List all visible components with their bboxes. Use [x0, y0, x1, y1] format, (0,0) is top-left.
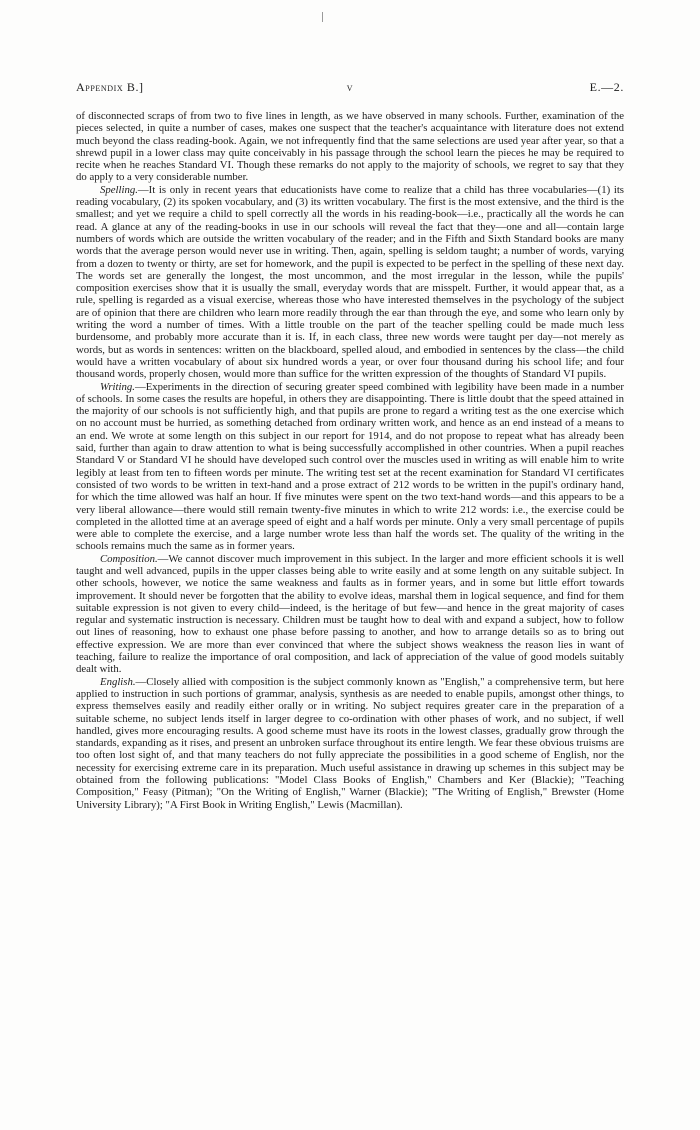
paragraph-text: —It is only in recent years that educationists have come to realize that a child has three vocabularies—(1) its reading vocabulary, (2) its spoken vocabulary, and (3) its written vocabulary. The first is the most extensive, and the third is the smallest; and yet we require a child to spell correctly all the words in his reading-book—i.e., practically all the words he can read. A glance at any of the reading-books in use in our schools will reveal the fact that they—one and all—contain large numbers of words which are outside the written vocabulary of the reader; and in the Fifth and Sixth Standard books are many words that the average person would never use in writing. Then, again, spelling is seldom taught; a number of words, varying from a dozen to twenty or thirty, are set for homework, and the pupil is expected to be perfect in the spelling of these next day. The words set are generally the longest, the most uncommon, and the most irregular in the lesson, while the pupils' composition exercises show that it is usually the small, everyday words that are misspelt. Further, it would appear that, as a rule, spelling is regarded as a visual exercise, whereas those who have interested themselves in the psychology of the subject are of opinion that there are children who learn more readily through the ear than through the eye, and some who learn only by writing the word a number of times. With a little trouble on the part of the teacher spelling could be made much less burdensome, and probably more accurate than it is. If, in each class, three new words were taught per day—not merely as words, but as words in sentences: written on the blackboard, spelled aloud, and embodied in sentences by the class—the child would have a written vocabulary of about six hundred words a year, or over four thousand during his school life; and four thousand words, properly chosen, would more than suffice for the written expression of the thoughts of Standard VI pupils.: [76, 183, 624, 381]
binding-mark: [322, 12, 323, 22]
paragraph-recitation: [76, 110, 624, 184]
header-appendix-label: Appendix B.]: [76, 80, 144, 94]
section-heading: English.: [100, 675, 136, 688]
header-document-code: E.—2.: [589, 80, 624, 94]
section-heading: Writing.: [100, 380, 135, 393]
section-heading: Spelling.: [100, 183, 138, 196]
paragraph-text: —We cannot discover much improvement in this subject. In the larger and more efficient schools it is well taught and well advanced, pupils in the upper classes being able to write easily and at some length on any suitable subject. In other schools, however, we notice the same weakness and faults as in former years, and in some but little effort towards improvement. It should never be forgotten that the ability to evolve ideas, marshal them in logical sequence, and find for them suitable expression is not given to every child—indeed, is the heritage of but few—and hence in the great majority of cases regular and systematic instruction is necessary. Children must be taught how to deal with and expand a subject, how to follow out lines of reasoning, how to exhaust one phase before passing to another, and how to arrange details so as to bring out effective expression. We are more than ever convinced that where the subject shows weakness the reason lies in want of teaching, failure to realize the importance of oral composition, and lack of appreciation of the value of good models suitably dealt with.: [76, 552, 624, 676]
paragraph-composition: [76, 553, 624, 676]
paragraph-spelling: [76, 184, 624, 381]
page-header: [76, 80, 624, 98]
paragraph-writing: [76, 381, 624, 553]
paragraph-text: of disconnected scraps of from two to five lines in length, as we have observed in many schools. Further, examination of the pieces selected, in quite a number of cases, makes one suspect that the teacher's acquaintance with literature does not extend much beyond the class reading-book. Again, we not infrequently find that the same selections are used year after year, so that a shrewd pupil in a lower class may quite conceivably in his passage through the school learn the pieces he may be required to recite when he reaches Standard VI. Though these remarks do not apply to the majority of schools, we regret to say that they do apply to a very considerable number.: [76, 110, 624, 184]
paragraph-text: —Closely allied with composition is the subject commonly known as "English," a comprehensive term, but here applied to instruction in such portions of grammar, analysis, synthesis as are needed to enable pupils, amongst other things, to express themselves easily and readily either orally or in writing. No subject requires greater care in the preparation of a suitable scheme, no subject lends itself in larger degree to co-ordination with other phases of work, and no subject, if well handled, gives more encouraging results. A good scheme must have its roots in the lowest classes, gradually grow through the standards, expanding as it rises, and present an unbroken surface throughout its entire length. We fear these obvious truisms are too often lost sight of, and that many teachers do not fully appreciate the possibilities in a good scheme of English, nor the necessity for exercising extreme care in its preparation. Much useful assistance in drawing up schemes in this subject may be obtained from the following publications: "Model Class Books of English," Chambers and Ker (Blackie); "Teaching Composition," Feasy (Pitman); "On the Writing of English," Warner (Blackie); "The Writing of English," Brewster (Home University Library); "A First Book in Writing English," Lewis (Macmillan).: [76, 675, 624, 811]
paragraph-text: —Experiments in the direction of securing greater speed combined with legibility have been made in a number of schools. In some cases the results are hopeful, in others they are disappointing. There is little doubt that the speed attained in the majority of our schools is not sufficiently high, and that pupils are prone to regard a writing test as the one exercise which on no account must be hurried, as something detached from ordinary written work, and hence as an end instead of a means to an end. We wrote at some length on this subject in our report for 1914, and do not propose to repeat what has already been said, further than again to draw attention to what is being successfully accomplished in other countries. When a pupil reaches Standard V or Standard VI he should have developed such control over the muscles used in writing as will enable him to write legibly at least from ten to fifteen words per minute. The writing test set at the recent examination for Standard VI certificates consisted of two words to be written in text-hand and a prose extract of 212 words to be written in the pupil's ordinary hand, for which the time allowed was half an hour. If five minutes were spent on the two text-hand words—and this appears to be a very liberal allowance—there would still remain twenty-five minutes in which to write 212 words: i.e., the exercise could be completed in the allotted time at an average speed of eight and a half words per minute. Only a very small percentage of pupils were able to complete the exercise, and a large number wrote less than half the words set. The quality of the writing in the schools remains much the same as in former years.: [76, 380, 624, 553]
section-heading: Composition.: [100, 552, 158, 565]
header-page-number: v: [346, 80, 354, 94]
paragraph-english: [76, 676, 624, 811]
body-text: [76, 110, 624, 811]
